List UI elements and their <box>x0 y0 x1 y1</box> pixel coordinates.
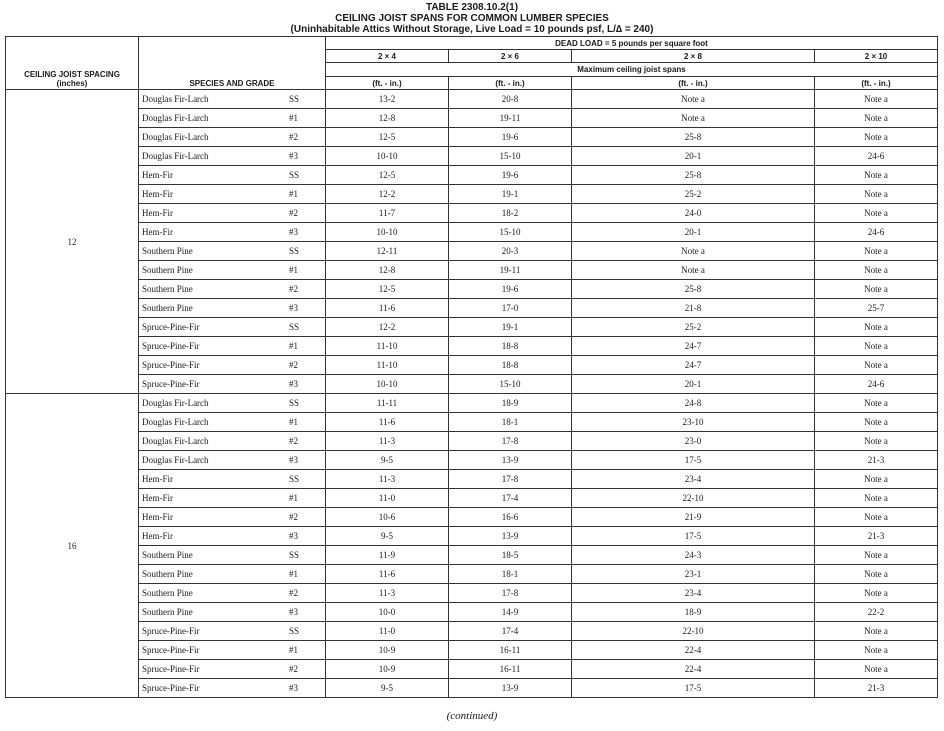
species-grade-cell <box>139 546 326 565</box>
lumber-grade: SS <box>289 474 300 484</box>
span-2x10-cell: Note a <box>815 394 938 413</box>
span-2x6-cell: 17-4 <box>449 622 572 641</box>
species-name: Douglas Fir-Larch <box>142 398 209 408</box>
span-2x10-cell: 24-6 <box>815 375 938 394</box>
table-row <box>6 109 938 128</box>
lumber-grade: #2 <box>289 588 298 598</box>
span-2x4-cell: 10-10 <box>326 223 449 242</box>
species-name: Southern Pine <box>142 284 193 294</box>
span-2x6-cell: 17-8 <box>449 470 572 489</box>
span-2x8-cell: 22-4 <box>572 641 815 660</box>
table-row <box>6 356 938 375</box>
span-2x10-cell: 24-6 <box>815 223 938 242</box>
span-2x10-cell: Note a <box>815 413 938 432</box>
species-grade-cell <box>139 603 326 622</box>
span-2x10-cell: 21-3 <box>815 451 938 470</box>
span-2x10-cell: 21-3 <box>815 527 938 546</box>
species-grade-cell <box>139 166 326 185</box>
species-grade-cell <box>139 147 326 166</box>
span-2x6-cell: 18-8 <box>449 356 572 375</box>
span-2x8-cell: 23-10 <box>572 413 815 432</box>
span-2x8-cell: 23-1 <box>572 565 815 584</box>
table-row <box>6 375 938 394</box>
species-name: Hem-Fir <box>142 474 173 484</box>
species-grade-cell <box>139 622 326 641</box>
span-2x10-cell: Note a <box>815 185 938 204</box>
span-2x6-cell: 18-5 <box>449 546 572 565</box>
span-2x6-cell: 15-10 <box>449 147 572 166</box>
species-grade-cell <box>139 109 326 128</box>
lumber-grade: #1 <box>289 341 298 351</box>
unit-header-2x10: (ft. - in.) <box>815 77 938 90</box>
species-grade-cell <box>139 565 326 584</box>
ceiling-joist-span-table <box>5 36 938 698</box>
lumber-grade: SS <box>289 246 300 256</box>
lumber-grade: #1 <box>289 569 298 579</box>
table-row <box>6 565 938 584</box>
span-2x6-cell: 15-10 <box>449 375 572 394</box>
lumber-grade: SS <box>289 322 300 332</box>
span-2x8-cell: 25-2 <box>572 318 815 337</box>
table-row <box>6 679 938 698</box>
spacing-header-label: CEILING JOIST SPACING <box>24 70 120 79</box>
species-name: Douglas Fir-Larch <box>142 94 209 104</box>
table-row <box>6 337 938 356</box>
span-2x6-cell: 13-9 <box>449 451 572 470</box>
span-2x10-cell: Note a <box>815 280 938 299</box>
species-grade-cell <box>139 128 326 147</box>
span-2x6-cell: 16-11 <box>449 641 572 660</box>
size-header-2x8: 2 × 8 <box>572 50 815 63</box>
span-2x10-cell: Note a <box>815 470 938 489</box>
span-2x10-cell: Note a <box>815 489 938 508</box>
species-grade-cell <box>139 451 326 470</box>
table-row <box>6 489 938 508</box>
species-grade-cell <box>139 90 326 109</box>
span-2x4-cell: 11-0 <box>326 622 449 641</box>
lumber-grade: #2 <box>289 284 298 294</box>
span-2x6-cell: 19-6 <box>449 128 572 147</box>
species-grade-cell <box>139 242 326 261</box>
span-2x4-cell: 11-9 <box>326 546 449 565</box>
span-2x8-cell: 17-5 <box>572 451 815 470</box>
span-2x10-cell: Note a <box>815 204 938 223</box>
unit-header-2x4: (ft. - in.) <box>326 77 449 90</box>
span-2x6-cell: 16-11 <box>449 660 572 679</box>
span-2x4-cell: 12-5 <box>326 128 449 147</box>
species-name: Spruce-Pine-Fir <box>142 683 200 693</box>
span-2x6-cell: 19-11 <box>449 109 572 128</box>
table-row <box>6 413 938 432</box>
lumber-grade: #3 <box>289 379 298 389</box>
species-grade-cell <box>139 185 326 204</box>
span-2x10-cell: Note a <box>815 356 938 375</box>
table-row <box>6 318 938 337</box>
span-2x8-cell: 24-0 <box>572 204 815 223</box>
span-2x10-cell: 24-6 <box>815 147 938 166</box>
species-grade-cell <box>139 299 326 318</box>
span-2x8-cell: 22-10 <box>572 622 815 641</box>
dead-load-header: DEAD LOAD = 5 pounds per square foot <box>326 37 938 50</box>
span-2x6-cell: 19-1 <box>449 185 572 204</box>
span-2x6-cell: 15-10 <box>449 223 572 242</box>
table-row <box>6 584 938 603</box>
table-title: CEILING JOIST SPANS FOR COMMON LUMBER SPECIES <box>335 13 609 24</box>
span-2x10-cell: Note a <box>815 337 938 356</box>
lumber-grade: #1 <box>289 265 298 275</box>
species-grade-cell <box>139 204 326 223</box>
span-2x6-cell: 18-8 <box>449 337 572 356</box>
span-2x6-cell: 20-8 <box>449 90 572 109</box>
span-2x6-cell: 13-9 <box>449 679 572 698</box>
table-row <box>6 242 938 261</box>
species-name: Southern Pine <box>142 607 193 617</box>
size-header-2x10: 2 × 10 <box>815 50 938 63</box>
span-2x6-cell: 19-6 <box>449 166 572 185</box>
species-name: Spruce-Pine-Fir <box>142 379 200 389</box>
lumber-grade: SS <box>289 94 300 104</box>
species-name: Spruce-Pine-Fir <box>142 341 200 351</box>
span-2x8-cell: 22-4 <box>572 660 815 679</box>
span-2x10-cell: Note a <box>815 166 938 185</box>
span-2x6-cell: 13-9 <box>449 527 572 546</box>
lumber-grade: #1 <box>289 417 298 427</box>
lumber-grade: #2 <box>289 132 298 142</box>
span-2x8-cell: 21-9 <box>572 508 815 527</box>
table-row <box>6 603 938 622</box>
table-row <box>6 546 938 565</box>
table-subtitle: (Uninhabitable Attics Without Storage, Live Load = 10 pounds psf, L/∆ = 240) <box>290 24 654 35</box>
span-2x10-cell: Note a <box>815 565 938 584</box>
span-2x10-cell: Note a <box>815 318 938 337</box>
span-2x8-cell: 24-7 <box>572 337 815 356</box>
lumber-grade: #3 <box>289 151 298 161</box>
span-2x8-cell: 25-8 <box>572 166 815 185</box>
table-row <box>6 508 938 527</box>
species-grade-cell <box>139 223 326 242</box>
span-2x10-cell: Note a <box>815 622 938 641</box>
table-row <box>6 299 938 318</box>
lumber-grade: #1 <box>289 645 298 655</box>
lumber-grade: #3 <box>289 303 298 313</box>
span-2x6-cell: 18-1 <box>449 413 572 432</box>
span-2x6-cell: 20-3 <box>449 242 572 261</box>
span-2x8-cell: Note a <box>572 109 815 128</box>
species-grade-cell <box>139 261 326 280</box>
span-2x6-cell: 17-4 <box>449 489 572 508</box>
lumber-grade: #3 <box>289 455 298 465</box>
table-row <box>6 394 938 413</box>
lumber-grade: #2 <box>289 436 298 446</box>
span-2x6-cell: 17-0 <box>449 299 572 318</box>
span-2x4-cell: 12-2 <box>326 318 449 337</box>
span-2x10-cell: Note a <box>815 90 938 109</box>
table-title-block <box>0 2 944 35</box>
species-name: Douglas Fir-Larch <box>142 151 209 161</box>
span-2x8-cell: 17-5 <box>572 679 815 698</box>
max-span-header: Maximum ceiling joist spans <box>326 63 938 77</box>
continued-note: (continued) <box>446 710 498 722</box>
species-grade-cell <box>139 489 326 508</box>
span-2x8-cell: 25-8 <box>572 128 815 147</box>
size-header-2x4: 2 × 4 <box>326 50 449 63</box>
span-2x4-cell: 11-6 <box>326 413 449 432</box>
species-name: Southern Pine <box>142 588 193 598</box>
span-2x8-cell: Note a <box>572 242 815 261</box>
span-2x10-cell: Note a <box>815 641 938 660</box>
span-2x6-cell: 16-6 <box>449 508 572 527</box>
species-name: Southern Pine <box>142 265 193 275</box>
span-2x8-cell: 20-1 <box>572 375 815 394</box>
span-2x10-cell: Note a <box>815 432 938 451</box>
table-row <box>6 470 938 489</box>
unit-header-2x8: (ft. - in.) <box>572 77 815 90</box>
species-column-header: SPECIES AND GRADE <box>139 37 326 90</box>
span-2x6-cell: 17-8 <box>449 432 572 451</box>
span-2x8-cell: Note a <box>572 90 815 109</box>
species-name: Douglas Fir-Larch <box>142 436 209 446</box>
span-2x10-cell: 21-3 <box>815 679 938 698</box>
species-name: Hem-Fir <box>142 189 173 199</box>
span-2x4-cell: 12-11 <box>326 242 449 261</box>
span-2x4-cell: 10-6 <box>326 508 449 527</box>
species-name: Hem-Fir <box>142 493 173 503</box>
table-row <box>6 280 938 299</box>
span-2x10-cell: Note a <box>815 508 938 527</box>
span-2x4-cell: 11-3 <box>326 432 449 451</box>
lumber-grade: #1 <box>289 113 298 123</box>
species-grade-cell <box>139 432 326 451</box>
span-2x8-cell: 20-1 <box>572 223 815 242</box>
table-row <box>6 261 938 280</box>
span-2x4-cell: 11-11 <box>326 394 449 413</box>
size-header-2x6: 2 × 6 <box>449 50 572 63</box>
species-name: Southern Pine <box>142 550 193 560</box>
lumber-grade: #3 <box>289 227 298 237</box>
span-2x8-cell: 23-4 <box>572 584 815 603</box>
span-2x6-cell: 17-8 <box>449 584 572 603</box>
table-row <box>6 641 938 660</box>
species-name: Spruce-Pine-Fir <box>142 645 200 655</box>
span-2x4-cell: 11-7 <box>326 204 449 223</box>
span-2x8-cell: 22-10 <box>572 489 815 508</box>
span-2x4-cell: 11-6 <box>326 565 449 584</box>
span-2x4-cell: 11-3 <box>326 584 449 603</box>
span-2x4-cell: 10-10 <box>326 375 449 394</box>
table-row <box>6 432 938 451</box>
table-row <box>6 451 938 470</box>
lumber-grade: #2 <box>289 664 298 674</box>
species-grade-cell <box>139 660 326 679</box>
table-row <box>6 147 938 166</box>
lumber-grade: SS <box>289 170 300 180</box>
species-grade-cell <box>139 527 326 546</box>
lumber-grade: #2 <box>289 512 298 522</box>
table-row <box>6 185 938 204</box>
span-2x4-cell: 12-2 <box>326 185 449 204</box>
species-name: Southern Pine <box>142 246 193 256</box>
species-name: Douglas Fir-Larch <box>142 455 209 465</box>
species-name: Southern Pine <box>142 569 193 579</box>
lumber-grade: SS <box>289 398 300 408</box>
table-row <box>6 660 938 679</box>
span-2x4-cell: 12-8 <box>326 109 449 128</box>
species-grade-cell <box>139 679 326 698</box>
span-2x8-cell: 23-0 <box>572 432 815 451</box>
span-2x6-cell: 18-1 <box>449 565 572 584</box>
spacing-column-header <box>6 37 139 90</box>
joist-spacing-cell: 12 <box>6 90 139 394</box>
lumber-grade: SS <box>289 626 300 636</box>
table-row <box>6 622 938 641</box>
table-number: TABLE 2308.10.2(1) <box>425 2 519 13</box>
span-2x10-cell: Note a <box>815 660 938 679</box>
table-row <box>6 90 938 109</box>
span-2x4-cell: 11-10 <box>326 337 449 356</box>
span-2x10-cell: Note a <box>815 584 938 603</box>
span-2x6-cell: 18-9 <box>449 394 572 413</box>
span-2x8-cell: 17-5 <box>572 527 815 546</box>
species-name: Spruce-Pine-Fir <box>142 322 200 332</box>
span-2x4-cell: 11-10 <box>326 356 449 375</box>
species-name: Douglas Fir-Larch <box>142 132 209 142</box>
table-row <box>6 204 938 223</box>
unit-header-2x6: (ft. - in.) <box>449 77 572 90</box>
table-row <box>6 166 938 185</box>
span-2x4-cell: 11-0 <box>326 489 449 508</box>
span-2x8-cell: 25-2 <box>572 185 815 204</box>
table-row <box>6 223 938 242</box>
span-2x4-cell: 12-5 <box>326 166 449 185</box>
span-2x6-cell: 19-1 <box>449 318 572 337</box>
table-row <box>6 128 938 147</box>
table-row <box>6 527 938 546</box>
species-grade-cell <box>139 413 326 432</box>
species-name: Spruce-Pine-Fir <box>142 360 200 370</box>
species-name: Hem-Fir <box>142 512 173 522</box>
species-name: Douglas Fir-Larch <box>142 417 209 427</box>
span-2x4-cell: 9-5 <box>326 451 449 470</box>
span-2x4-cell: 10-9 <box>326 641 449 660</box>
species-grade-cell <box>139 641 326 660</box>
span-2x4-cell: 12-5 <box>326 280 449 299</box>
span-2x10-cell: Note a <box>815 242 938 261</box>
span-2x8-cell: 23-4 <box>572 470 815 489</box>
span-2x4-cell: 9-5 <box>326 679 449 698</box>
span-2x4-cell: 11-6 <box>326 299 449 318</box>
span-2x4-cell: 13-2 <box>326 90 449 109</box>
span-2x4-cell: 9-5 <box>326 527 449 546</box>
lumber-grade: #3 <box>289 531 298 541</box>
lumber-grade: #1 <box>289 189 298 199</box>
species-grade-cell <box>139 318 326 337</box>
span-2x8-cell: 24-3 <box>572 546 815 565</box>
span-2x4-cell: 12-8 <box>326 261 449 280</box>
span-2x8-cell: 18-9 <box>572 603 815 622</box>
species-grade-cell <box>139 356 326 375</box>
species-name: Hem-Fir <box>142 227 173 237</box>
span-2x8-cell: 21-8 <box>572 299 815 318</box>
span-2x6-cell: 19-6 <box>449 280 572 299</box>
species-grade-cell <box>139 394 326 413</box>
span-2x6-cell: 19-11 <box>449 261 572 280</box>
lumber-grade: #2 <box>289 360 298 370</box>
span-2x10-cell: Note a <box>815 546 938 565</box>
lumber-grade: #2 <box>289 208 298 218</box>
span-2x8-cell: 24-8 <box>572 394 815 413</box>
lumber-grade: SS <box>289 550 300 560</box>
span-2x6-cell: 18-2 <box>449 204 572 223</box>
span-2x8-cell: 24-7 <box>572 356 815 375</box>
lumber-grade: #3 <box>289 607 298 617</box>
lumber-grade: #3 <box>289 683 298 693</box>
span-2x4-cell: 11-3 <box>326 470 449 489</box>
span-2x10-cell: 22-2 <box>815 603 938 622</box>
species-grade-cell <box>139 337 326 356</box>
species-name: Southern Pine <box>142 303 193 313</box>
species-grade-cell <box>139 375 326 394</box>
span-2x4-cell: 10-0 <box>326 603 449 622</box>
species-grade-cell <box>139 470 326 489</box>
species-name: Hem-Fir <box>142 531 173 541</box>
span-2x10-cell: Note a <box>815 109 938 128</box>
span-2x8-cell: 25-8 <box>572 280 815 299</box>
span-2x10-cell: 25-7 <box>815 299 938 318</box>
table-body <box>6 90 938 698</box>
species-name: Spruce-Pine-Fir <box>142 664 200 674</box>
lumber-grade: #1 <box>289 493 298 503</box>
species-grade-cell <box>139 508 326 527</box>
span-2x8-cell: Note a <box>572 261 815 280</box>
species-grade-cell <box>139 584 326 603</box>
species-name: Hem-Fir <box>142 170 173 180</box>
species-name: Douglas Fir-Larch <box>142 113 209 123</box>
span-2x8-cell: 20-1 <box>572 147 815 166</box>
joist-spacing-cell: 16 <box>6 394 139 698</box>
span-2x6-cell: 14-9 <box>449 603 572 622</box>
span-2x4-cell: 10-9 <box>326 660 449 679</box>
species-grade-cell <box>139 280 326 299</box>
span-2x10-cell: Note a <box>815 261 938 280</box>
span-2x4-cell: 10-10 <box>326 147 449 166</box>
species-name: Spruce-Pine-Fir <box>142 626 200 636</box>
species-name: Hem-Fir <box>142 208 173 218</box>
span-2x10-cell: Note a <box>815 128 938 147</box>
spacing-header-units: (inches) <box>56 79 88 88</box>
